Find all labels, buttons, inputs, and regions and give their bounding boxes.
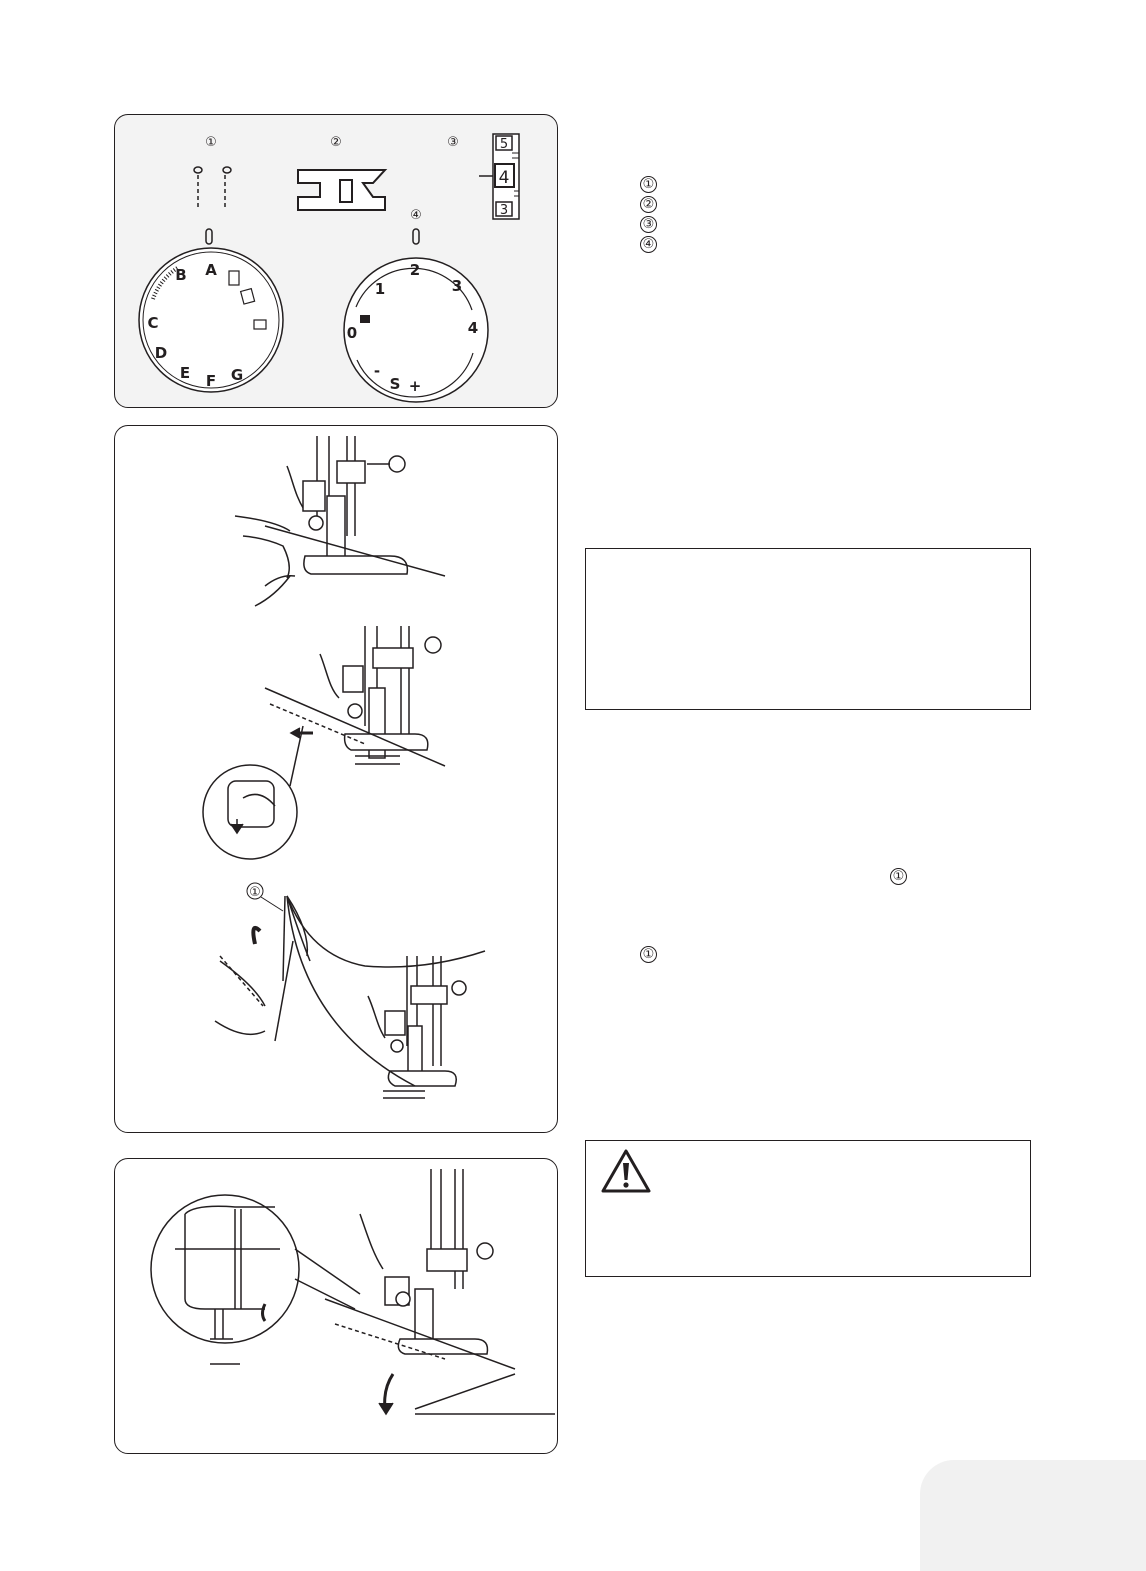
marker-2: ② xyxy=(330,135,342,150)
scale-3: 3 xyxy=(499,203,509,218)
dial-letter-a: A xyxy=(205,261,217,279)
warning-icon xyxy=(599,1147,653,1195)
page-corner-tab xyxy=(920,1460,1146,1571)
dial-letter-e: E xyxy=(179,364,191,382)
reference-marker-b: ① xyxy=(640,946,657,963)
dial-letter-b: B xyxy=(175,266,187,284)
scale-4: 4 xyxy=(498,168,510,188)
needle-raise-panel xyxy=(114,1158,558,1454)
note-box xyxy=(585,548,1031,710)
scale-5: 5 xyxy=(499,137,509,152)
panel-marker-1: ① xyxy=(249,885,261,900)
sewing-steps-illustration xyxy=(115,426,557,1132)
marker-4: ④ xyxy=(410,208,422,223)
marker-3: ③ xyxy=(447,135,459,150)
legend-marker-2: ② xyxy=(640,196,657,213)
dial-label-0: 0 xyxy=(346,324,358,342)
dial-label-2: 2 xyxy=(409,261,421,279)
needle-position-icon xyxy=(194,167,231,210)
dial-letter-f: F xyxy=(205,372,217,390)
dial-label-4: 4 xyxy=(467,319,479,337)
marker-1: ① xyxy=(205,135,217,150)
dial-label-3: 3 xyxy=(451,277,463,295)
sewing-foot-icon xyxy=(298,170,385,210)
warning-box xyxy=(585,1140,1031,1277)
stitch-length-dial[interactable] xyxy=(344,258,488,402)
dial-label-s: S xyxy=(389,375,401,393)
legend-marker-3: ③ xyxy=(640,216,657,233)
dial-letter-c: C xyxy=(147,314,159,332)
dial-letter-g: G xyxy=(230,366,244,384)
sewing-steps-panel xyxy=(114,425,558,1133)
legend-marker-4: ④ xyxy=(640,236,657,253)
legend-marker-1: ① xyxy=(640,176,657,193)
dial-label-1: 1 xyxy=(374,280,386,298)
dial-label-plus: + xyxy=(408,377,422,395)
dial-letter-d: D xyxy=(154,344,168,362)
settings-panel xyxy=(114,114,558,408)
reference-marker-a: ① xyxy=(890,868,907,885)
dial-label-minus: - xyxy=(373,362,381,380)
pattern-dial[interactable] xyxy=(139,248,283,392)
settings-diagram xyxy=(115,115,557,407)
needle-raise-illustration xyxy=(115,1159,557,1453)
